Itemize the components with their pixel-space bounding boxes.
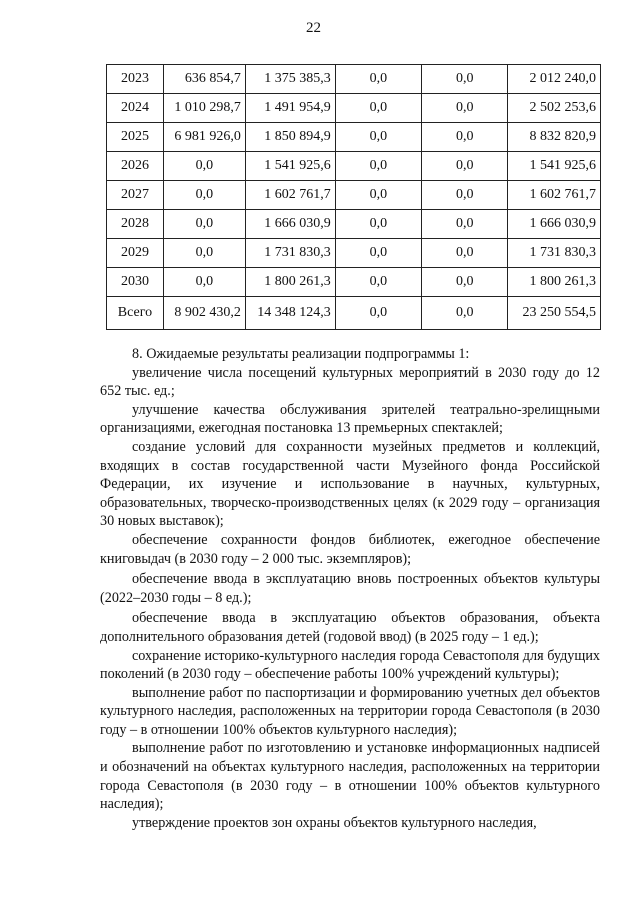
- table-cell: 1 666 030,9: [245, 210, 335, 239]
- table-cell: 0,0: [422, 152, 508, 181]
- table-cell: 0,0: [335, 210, 421, 239]
- table-cell: 0,0: [335, 268, 421, 297]
- table-cell: 8 902 430,2: [163, 297, 245, 330]
- table-cell: 0,0: [335, 94, 421, 123]
- table-cell-total: 23 250 554,5: [508, 297, 601, 330]
- table-cell-year: 2028: [107, 210, 164, 239]
- table-cell: 0,0: [422, 239, 508, 268]
- table-cell-total: 2 502 253,6: [508, 94, 601, 123]
- paragraph: сохранение историко-культурного наследия города Севастополя для будущих поколений (в 2030 году – обеспечение работы 100% учреждений культуры);: [100, 647, 600, 683]
- funding-table: [106, 64, 601, 330]
- table-cell: 0,0: [422, 65, 508, 94]
- table-cell: 0,0: [335, 123, 421, 152]
- table-cell: 0,0: [163, 181, 245, 210]
- paragraph: увеличение числа посещений культурных мероприятий в 2030 году до 12 652 тыс. ед.;: [100, 364, 600, 400]
- page-number: 22: [306, 20, 321, 36]
- table-row: [107, 239, 601, 268]
- table-row: [107, 123, 601, 152]
- section-heading: 8. Ожидаемые результаты реализации подпрограммы 1:: [132, 346, 470, 362]
- table-cell: 0,0: [163, 152, 245, 181]
- table-cell: 636 854,7: [163, 65, 245, 94]
- table-row: [107, 181, 601, 210]
- table-cell: 0,0: [335, 65, 421, 94]
- paragraph: выполнение работ по изготовлению и установке информационных надписей и обозначений на объектах культурного наследия, расположенных на территории города Севастополя (в 2030 году – в отношении 100% объектов культурного наследия);: [100, 740, 600, 813]
- table-cell-total: 1 731 830,3: [508, 239, 601, 268]
- table-cell: 0,0: [422, 210, 508, 239]
- table-cell: 0,0: [335, 297, 421, 330]
- table-cell: 0,0: [163, 239, 245, 268]
- table-row: [107, 94, 601, 123]
- table-cell: 0,0: [163, 210, 245, 239]
- paragraph: утверждение проектов зон охраны объектов культурного наследия,: [132, 814, 537, 831]
- table-cell-year: 2029: [107, 239, 164, 268]
- table-cell-year: 2027: [107, 181, 164, 210]
- table-cell: 1 375 385,3: [245, 65, 335, 94]
- table-cell: 0,0: [335, 152, 421, 181]
- table-cell-year: 2030: [107, 268, 164, 297]
- table-cell: 0,0: [422, 123, 508, 152]
- table-cell: 1 541 925,6: [245, 152, 335, 181]
- table-cell: 0,0: [163, 268, 245, 297]
- table-cell-year: 2026: [107, 152, 164, 181]
- paragraph: выполнение работ по паспортизации и формированию учетных дел объектов культурного наследия, расположенных на территории города Севастополя (в 2030 году – в отношении 100% объектов культурного наследия);: [100, 684, 600, 738]
- paragraph: обеспечение ввода в эксплуатацию объектов образования, объекта дополнительного образования детей (годовой ввод) (в 2025 году – 1 ед.);: [100, 610, 600, 645]
- paragraph: обеспечение сохранности фондов библиотек, ежегодное обеспечение книговыдач (в 2030 году – 2 000 тыс. экземпляров);: [100, 531, 600, 567]
- table-cell: 14 348 124,3: [245, 297, 335, 330]
- table-row-total: [107, 297, 601, 330]
- table-cell: 1 800 261,3: [245, 268, 335, 297]
- paragraph: улучшение качества обслуживания зрителей театрально-зрелищными организациями, ежегодная постановка 13 премьерных спектаклей;: [100, 401, 600, 437]
- table-cell-total: 1 541 925,6: [508, 152, 601, 181]
- table-cell: 0,0: [422, 297, 508, 330]
- paragraph: обеспечение ввода в эксплуатацию вновь построенных объектов культуры (2022–2030 годы – 8 ед.);: [100, 571, 600, 606]
- table-cell-total: 1 602 761,7: [508, 181, 601, 210]
- table-row: [107, 65, 601, 94]
- paragraph: создание условий для сохранности музейных предметов и коллекций, входящих в состав государственной части Музейного фонда Российской Федерации, их изучение и использование в научных, культурных, образовательных, творческо-производственных целях (к 2029 году – организация 30 новых выставок);: [100, 438, 600, 530]
- table-cell: 1 731 830,3: [245, 239, 335, 268]
- table-cell-total: 1 800 261,3: [508, 268, 601, 297]
- table-cell: 0,0: [335, 181, 421, 210]
- table-cell: 1 010 298,7: [163, 94, 245, 123]
- table-row: [107, 152, 601, 181]
- table-cell-total: 8 832 820,9: [508, 123, 601, 152]
- results-section: [100, 345, 600, 832]
- table-row: [107, 210, 601, 239]
- table-cell: 0,0: [335, 239, 421, 268]
- table-cell-year: 2023: [107, 65, 164, 94]
- table-cell-year: 2024: [107, 94, 164, 123]
- table-cell-total-label: Всего: [107, 297, 164, 330]
- table-cell: 0,0: [422, 268, 508, 297]
- table-cell: 1 602 761,7: [245, 181, 335, 210]
- table-cell-year: 2025: [107, 123, 164, 152]
- table-cell: 0,0: [422, 94, 508, 123]
- table-cell: 6 981 926,0: [163, 123, 245, 152]
- table-cell-total: 1 666 030,9: [508, 210, 601, 239]
- table-cell-total: 2 012 240,0: [508, 65, 601, 94]
- table-cell: 1 491 954,9: [245, 94, 335, 123]
- table-row: [107, 268, 601, 297]
- table-cell: 0,0: [422, 181, 508, 210]
- table-cell: 1 850 894,9: [245, 123, 335, 152]
